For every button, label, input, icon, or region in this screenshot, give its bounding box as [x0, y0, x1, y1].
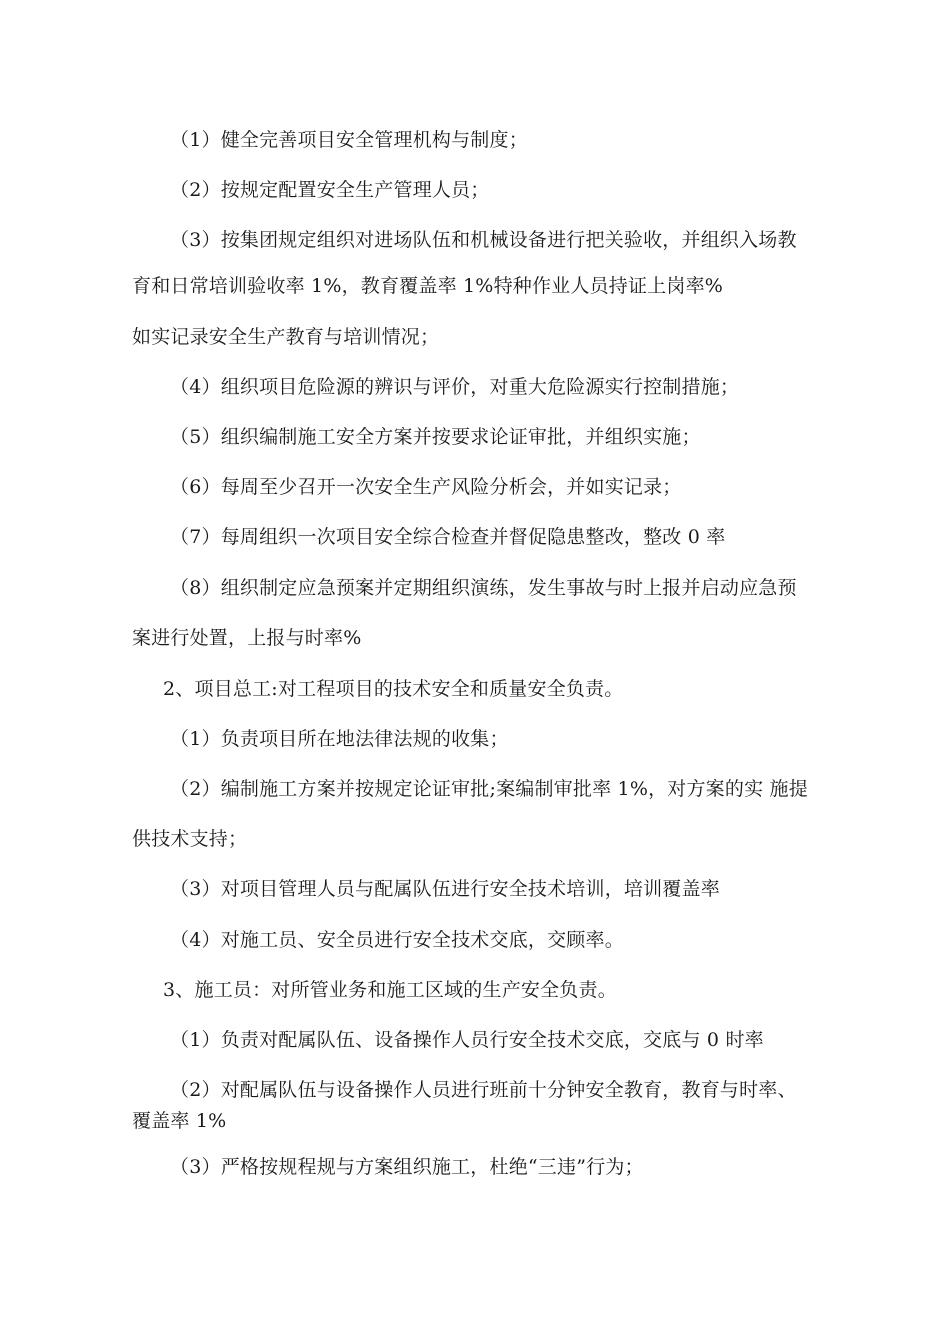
text-line-15: 供技术支持；	[132, 828, 248, 850]
text-line-20: （2）对配属队伍与设备操作人员进行班前十分钟安全教育，教育与时率、	[170, 1079, 797, 1101]
text-line-1: （1）健全完善项目安全管理机构与制度；	[170, 129, 528, 151]
text-line-6: （4）组织项目危险源的辨识与评价，对重大危险源实行控制措施；	[170, 376, 740, 398]
text-line-21: 覆盖率 1%	[132, 1110, 227, 1132]
text-line-14: （2）编制施工方案并按规定论证审批;案编制审批率 1%，对方案的实 施提	[170, 778, 808, 800]
text-line-13: （1）负责项目所在地法律法规的收集；	[170, 728, 509, 750]
section-heading-2: 2、项目总工:对工程项目的技术安全和质量安全负责。	[163, 678, 624, 700]
text-line-16: （3）对项目管理人员与配属队伍进行安全技术培训，培训覆盖率	[170, 878, 720, 900]
section-heading-3: 3、施工员：对所管业务和施工区域的生产安全负责。	[163, 979, 617, 1001]
text-line-17: （4）对施工员、安全员进行安全技术交底，交顾率。	[170, 929, 624, 951]
text-line-19: （1）负责对配属队伍、设备操作人员行安全技术交底，交底与 0 时率	[170, 1029, 764, 1051]
text-line-8: （6）每周至少召开一次安全生产风险分析会，并如实记录；	[170, 476, 682, 498]
text-line-5: 如实记录安全生产教育与培训情况；	[132, 326, 440, 348]
text-line-9: （7）每周组织一次项目安全综合检查并督促隐患整改，整改 0 率	[170, 526, 726, 548]
text-line-10: （8）组织制定应急预案并定期组织演练，发生事故与时上报并启动应急预	[170, 577, 797, 599]
text-line-2: （2）按规定配置安全生产管理人员；	[170, 179, 490, 201]
text-line-22: （3）严格按规程规与方案组织施工，杜绝“三违”行为；	[170, 1156, 644, 1178]
text-line-11: 案进行处置，上报与时率%	[132, 627, 362, 649]
text-line-7: （5）组织编制施工安全方案并按要求论证审批，并组织实施；	[170, 426, 701, 448]
text-line-3: （3）按集团规定组织对进场队伍和机械设备进行把关验收，并组织入场教	[170, 229, 797, 251]
text-line-4: 育和日常培训验收率 1%，教育覆盖率 1%特种作业人员持证上岗率%	[132, 275, 724, 297]
